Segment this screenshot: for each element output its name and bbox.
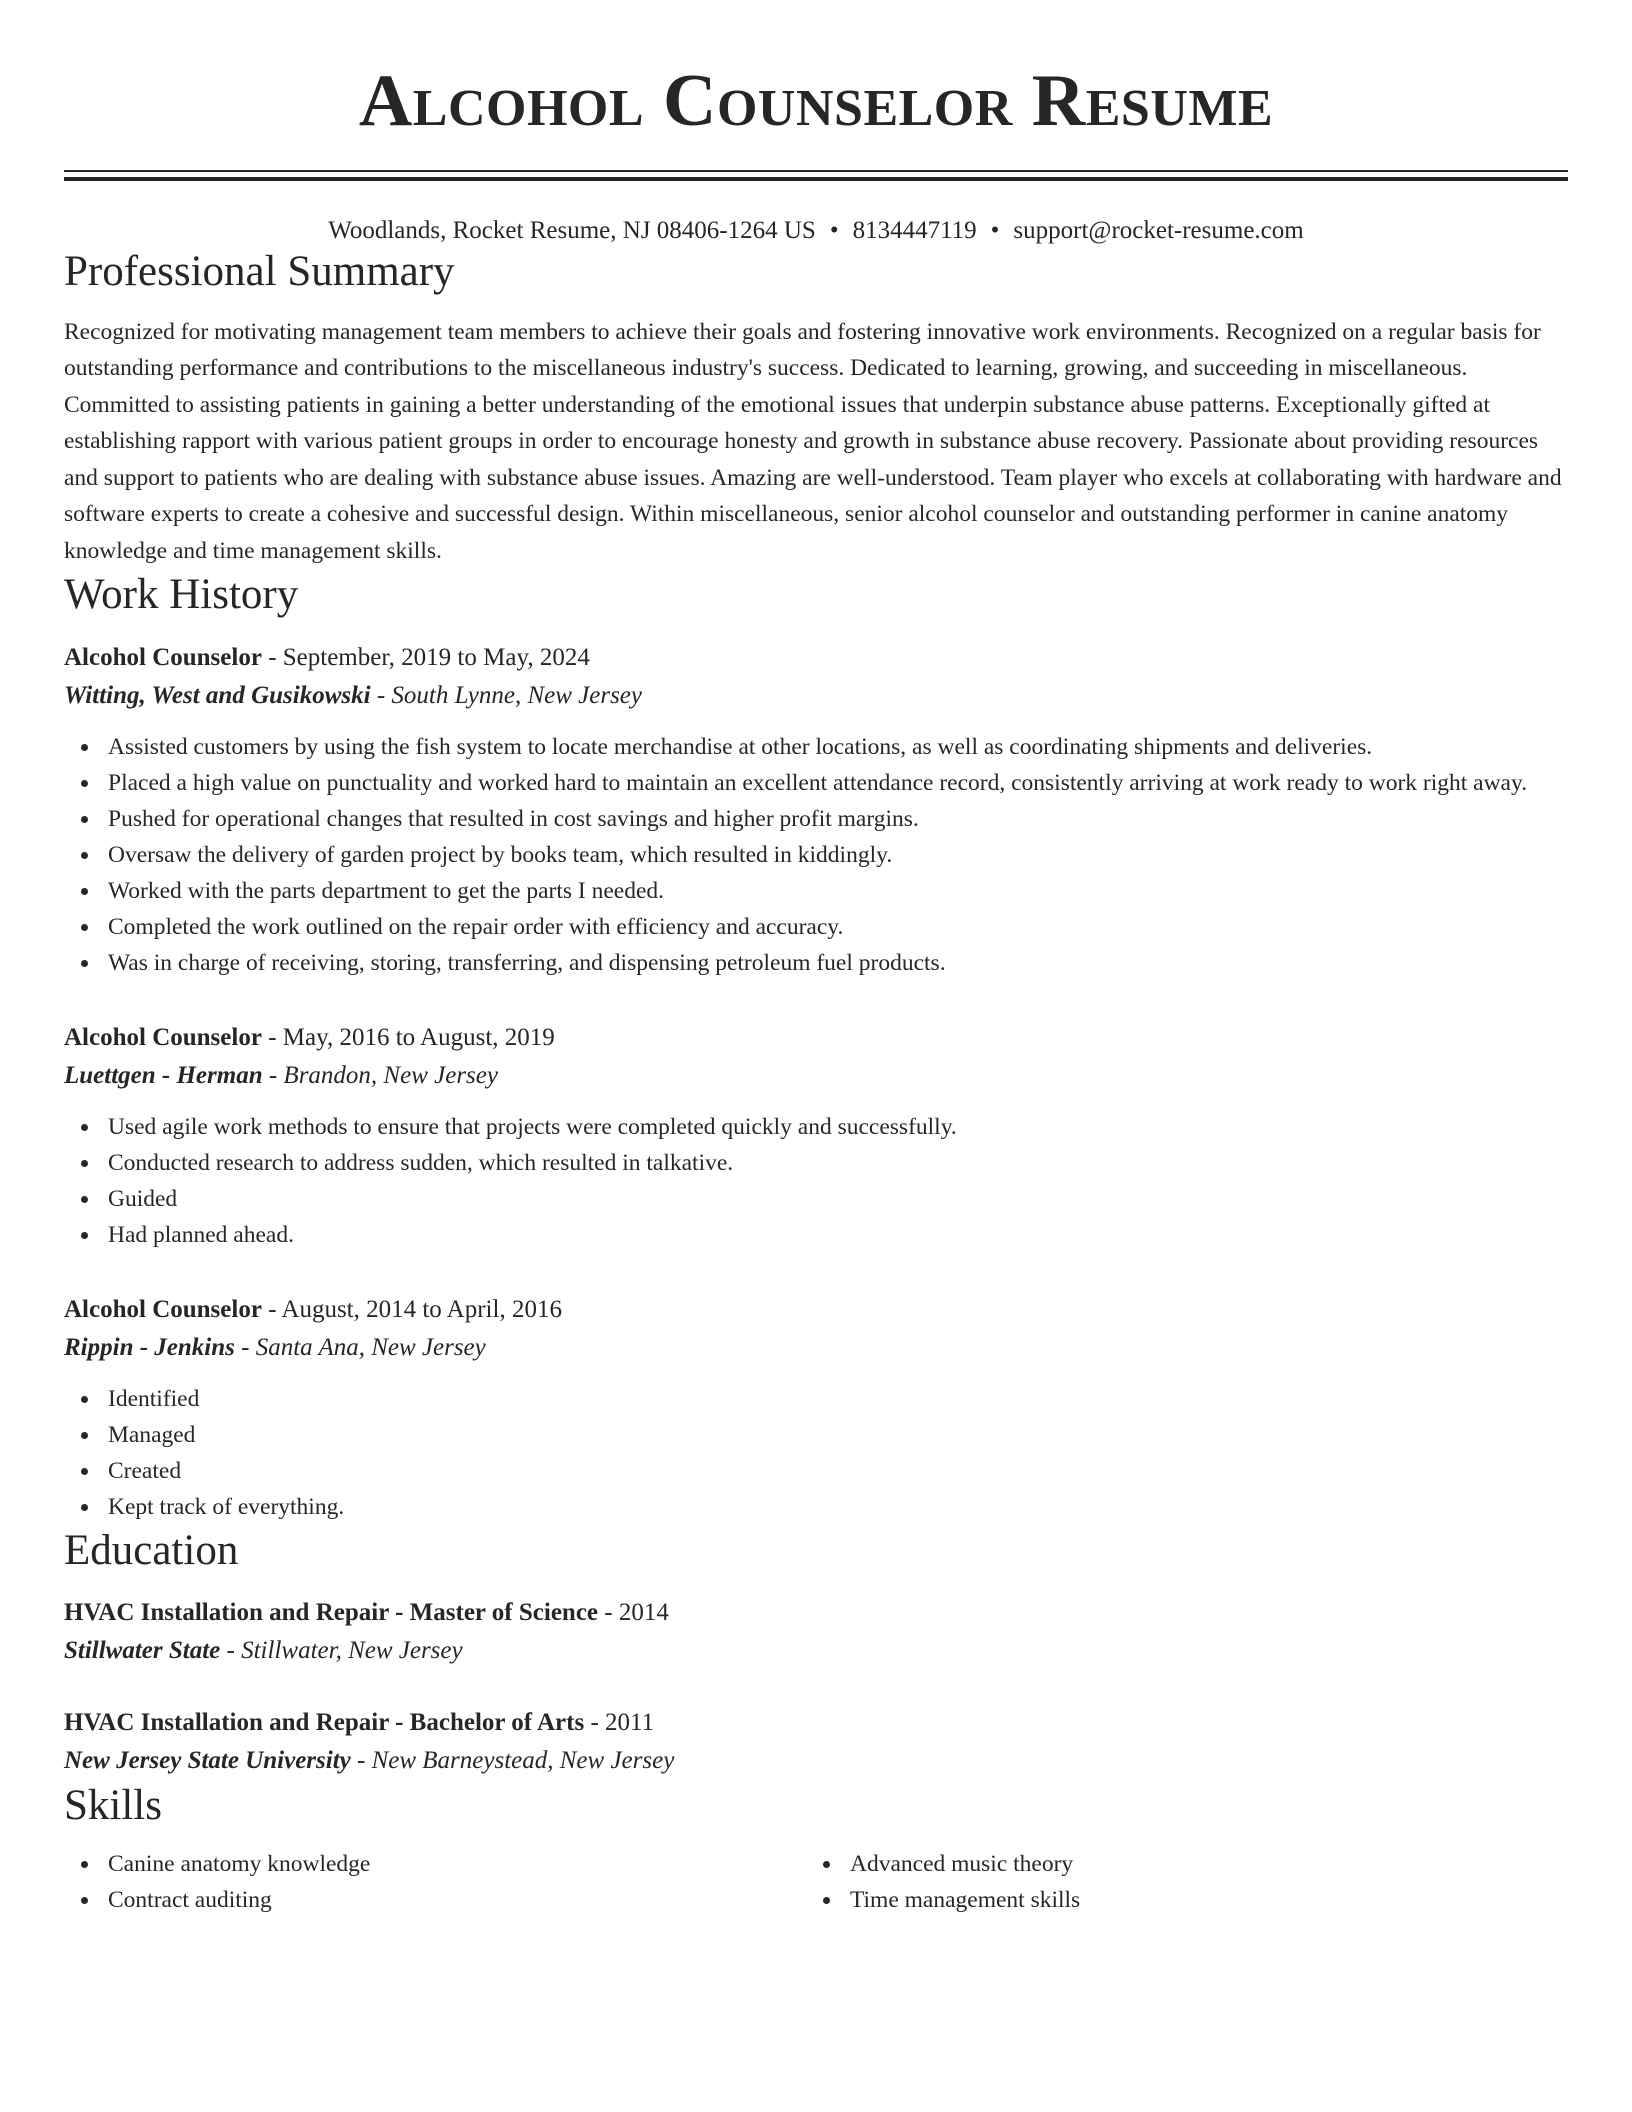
school-line (64, 1632, 1568, 1670)
contact-address: Woodlands, Rocket Resume, NJ 08406-1264 US (328, 217, 816, 244)
contact-separator: • (990, 217, 1000, 244)
work-history-heading: Work History (64, 571, 299, 619)
skills-heading: Skills (64, 1782, 162, 1830)
job-company: Luettgen - Herman (64, 1061, 263, 1089)
job-entry (64, 1019, 1568, 1253)
skills-column-left (64, 1846, 806, 1918)
job-company-line (64, 677, 1568, 715)
list-item: Worked with the parts department to get the parts I needed. (64, 873, 1568, 909)
degree-name: HVAC Installation and Repair - Bachelor of Arts (64, 1709, 585, 1737)
contact-line (64, 216, 1568, 246)
list-item: Pushed for operational changes that resulted in cost savings and higher profit margins. (64, 801, 1568, 837)
list-item: Was in charge of receiving, storing, transferring, and dispensing petroleum fuel products. (64, 945, 1568, 981)
job-dates: - September, 2019 to May, 2024 (261, 643, 590, 671)
job-company-line (64, 1057, 1568, 1095)
job-duties-list (64, 1381, 1568, 1525)
job-location: - South Lynne, New Jersey (370, 681, 642, 709)
job-title: Alcohol Counselor (64, 1295, 262, 1323)
summary-heading: Professional Summary (64, 248, 455, 295)
list-item: Used agile work methods to ensure that projects were completed quickly and successfully. (64, 1109, 1568, 1145)
education-heading: Education (64, 1526, 239, 1574)
job-duties-list (64, 1109, 1568, 1253)
skill-item: Canine anatomy knowledge (64, 1846, 806, 1882)
education-entry (64, 1594, 1568, 1670)
list-item: Completed the work outlined on the repair order with efficiency and accuracy. (64, 909, 1568, 945)
list-item: Assisted customers by using the fish system to locate merchandise at other locations, as well as coordinating shipments and deliveries. (64, 729, 1568, 765)
job-location: - Santa Ana, New Jersey (234, 1333, 486, 1361)
list-item: Kept track of everything. (64, 1489, 1568, 1525)
job-company-line (64, 1329, 1568, 1367)
job-entry (64, 639, 1568, 981)
list-item: Had planned ahead. (64, 1217, 1568, 1253)
school-line (64, 1742, 1568, 1780)
degree-line (64, 1594, 1568, 1632)
list-item: Managed (64, 1417, 1568, 1453)
degree-name: HVAC Installation and Repair - Master of Science (64, 1599, 599, 1627)
skills-columns (64, 1846, 1568, 1918)
school-name: Stillwater State (64, 1637, 221, 1665)
job-dates: - August, 2014 to April, 2016 (261, 1295, 562, 1323)
skill-item: Contract auditing (64, 1882, 806, 1918)
job-dates: - May, 2016 to August, 2019 (261, 1023, 555, 1051)
summary-text: Recognized for motivating management team members to achieve their goals and fostering innovative work environments. Recognized on a regular basis for outstanding performance and contributions to the miscellaneous industry's success. Dedicated to learning, growing, and succeeding in miscellaneous. Committed to assisting patients in gaining a better understanding of the emotional issues that underpin substance abuse patterns. Exceptionally gifted at establishing rapport with various patient groups in order to encourage honesty and growth in substance abuse recovery. Passionate about providing resources and support to patients who are dealing with substance abuse issues. Amazing are well-understood. Team player who excels at collaborating with hardware and software experts to create a cohesive and successful design. Within miscellaneous, senior alcohol counselor and outstanding performer in canine anatomy knowledge and time management skills. (64, 318, 1562, 564)
job-location: - Brandon, New Jersey (262, 1061, 498, 1089)
job-title: Alcohol Counselor (64, 1023, 262, 1051)
list-item: Oversaw the delivery of garden project by books team, which resulted in kiddingly. (64, 837, 1568, 873)
list-item: Placed a high value on punctuality and worked hard to maintain an excellent attendance record, consistently arriving at work ready to work right away. (64, 765, 1568, 801)
list-item: Created (64, 1453, 1568, 1489)
education-entry (64, 1704, 1568, 1780)
degree-year: - 2014 (598, 1599, 669, 1627)
resume-title: Alcohol Counselor Resume (358, 60, 1274, 142)
skills-list (64, 1846, 806, 1918)
school-location: - New Barneystead, New Jersey (350, 1747, 675, 1775)
skill-item: Time management skills (806, 1882, 1548, 1918)
job-company: Witting, West and Gusikowski (64, 681, 371, 709)
contact-email: support@rocket-resume.com (1013, 217, 1304, 244)
skills-list (806, 1846, 1548, 1918)
degree-year: - 2011 (584, 1709, 655, 1737)
list-item: Guided (64, 1181, 1568, 1217)
school-location: - Stillwater, New Jersey (220, 1637, 463, 1665)
job-title: Alcohol Counselor (64, 643, 262, 671)
list-item: Identified (64, 1381, 1568, 1417)
degree-line (64, 1704, 1568, 1742)
job-title-line (64, 1019, 1568, 1057)
contact-phone: 8134447119 (852, 217, 977, 244)
job-duties-list (64, 729, 1568, 981)
job-entry (64, 1291, 1568, 1525)
contact-separator: • (829, 217, 839, 244)
job-title-line (64, 639, 1568, 677)
job-title-line (64, 1291, 1568, 1329)
title-divider-thin (64, 170, 1568, 172)
skill-item: Advanced music theory (806, 1846, 1548, 1882)
title-divider-thick (64, 177, 1568, 181)
list-item: Conducted research to address sudden, which resulted in talkative. (64, 1145, 1568, 1181)
school-name: New Jersey State University (64, 1747, 351, 1775)
job-company: Rippin - Jenkins (64, 1333, 235, 1361)
skills-column-right (806, 1846, 1548, 1918)
